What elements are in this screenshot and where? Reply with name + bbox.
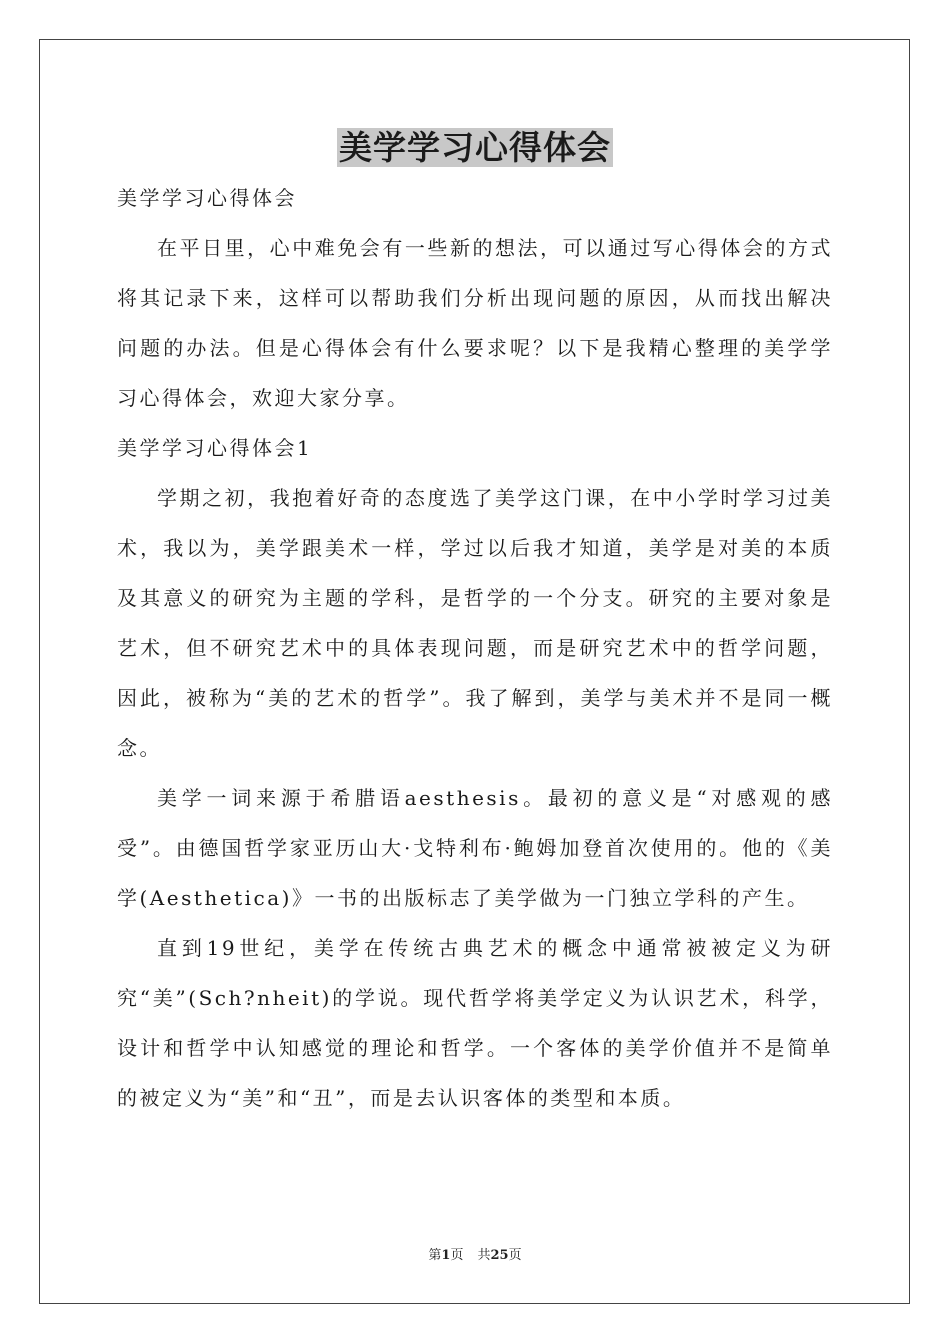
paragraph-body-3: 直到19世纪，美学在传统古典艺术的概念中通常被被定义为研究“美”(Sch?nheit)的学说。现代哲学将美学定义为认识艺术，科学，设计和哲学中认知感觉的理论和哲学。一个客体的美学价值并不是简单的被定义为“美”和“丑”，而是去认识客体的类型和本质。	[117, 936, 833, 1110]
document-body	[117, 173, 833, 1123]
paragraph-intro: 在平日里，心中难免会有一些新的想法，可以通过写心得体会的方式将其记录下来，这样可以帮助我们分析出现问题的原因，从而找出解决问题的办法。但是心得体会有什么要求呢？以下是我精心整理的美学学习心得体会，欢迎大家分享。	[117, 236, 833, 410]
total-suffix: 页	[508, 1248, 522, 1263]
paragraph-body-1: 学期之初，我抱着好奇的态度选了美学这门课，在中小学时学习过美术，我以为，美学跟美术一样，学过以后我才知道，美学是对美的本质及其意义的研究为主题的学科，是哲学的一个分支。研究的主要对象是艺术，但不研究艺术中的具体表现问题，而是研究艺术中的哲学问题，因此，被称为“美的艺术的哲学”。我了解到，美学与美术并不是同一概念。	[117, 486, 833, 760]
paragraph-section-heading: 美学学习心得体会1	[117, 436, 313, 460]
page-number: 1	[441, 1248, 451, 1263]
paragraph-body-2: 美学一词来源于希腊语aesthesis。最初的意义是“对感观的感受”。由德国哲学家亚历山大·戈特利布·鲍姆加登首次使用的。他的《美学(Aesthetica)》一书的出版标志了美学做为一门独立学科的产生。	[117, 786, 833, 910]
page-prefix: 第	[428, 1248, 442, 1263]
document-title	[0, 124, 950, 172]
document-title-text: 美学学习心得体会	[339, 128, 611, 167]
paragraph-subtitle: 美学学习心得体会	[117, 186, 297, 210]
total-prefix: 共	[477, 1248, 491, 1263]
page-footer	[0, 1246, 950, 1266]
page-suffix: 页	[450, 1248, 464, 1263]
total-pages: 25	[490, 1248, 509, 1263]
